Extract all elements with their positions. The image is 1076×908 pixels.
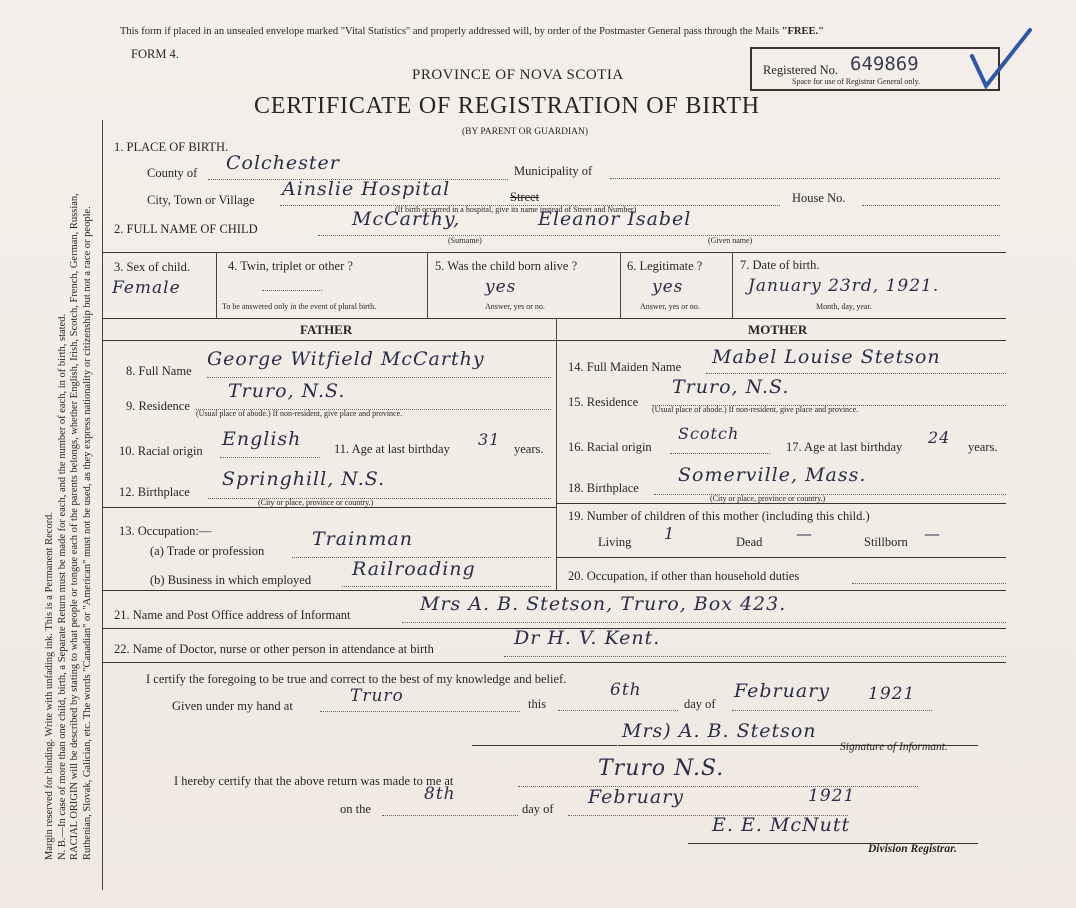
margin-line-1: Margin reserved for binding. Write with unfading ink. This is a Permanent Record.: [44, 511, 55, 860]
registrar-on-label: on the: [340, 802, 371, 816]
father-residence-label: 9. Residence: [126, 399, 190, 413]
father-age-value: 31: [478, 430, 501, 449]
informant-line: [402, 622, 1006, 623]
informant-label: 21. Name and Post Office address of Informant: [114, 608, 351, 622]
mother-name-label: 14. Full Maiden Name: [568, 360, 682, 374]
doctor-line: [504, 656, 1006, 657]
registered-label: Registered No.: [763, 63, 838, 77]
registered-number: 649869: [850, 53, 919, 75]
surname-caption: (Surname): [448, 236, 482, 245]
row3-divider-2: [427, 252, 428, 318]
municipality-label: Municipality of: [514, 164, 593, 178]
mother-age-value: 24: [928, 428, 951, 447]
mother-residence-label: 15. Residence: [568, 395, 639, 409]
father-age-unit: years.: [514, 442, 544, 456]
child-surname-value: McCarthy,: [352, 208, 461, 230]
mother-name-value: Mabel Louise Stetson: [712, 346, 941, 368]
twin-label: 4. Twin, triplet or other ?: [228, 259, 353, 273]
child-name-line: [318, 235, 1000, 236]
child-given-value: Eleanor Isabel: [538, 208, 692, 230]
parent-column-divider: [556, 318, 557, 590]
this-label: this: [528, 697, 547, 711]
father-trade-label: (a) Trade or profession: [150, 544, 265, 558]
date-of-birth-label: 7. Date of birth.: [740, 258, 820, 272]
given-year-value: 1921: [868, 684, 916, 704]
father-business-line: [342, 586, 551, 587]
informant-signature-value: Mrs) A. B. Stetson: [622, 720, 817, 742]
twin-note: To be answered only in the event of plural birth.: [222, 302, 377, 311]
mother-name-line: [706, 373, 1006, 374]
father-birthplace-note: (City or place, province or country.): [258, 498, 374, 507]
alive-value: yes: [485, 277, 517, 297]
place-of-birth-label: 1. PLACE OF BIRTH.: [114, 140, 229, 154]
given-place-line: [320, 711, 520, 712]
registrar-signature-value: E. E. McNutt: [712, 814, 851, 836]
registrar-year-value: 1921: [808, 786, 856, 806]
certificate-title: CERTIFICATE OF REGISTRATION OF BIRTH: [254, 93, 760, 119]
father-birthplace-value: Springhill, N.S.: [222, 468, 386, 490]
mother-residence-value: Truro, N.S.: [672, 376, 790, 398]
sex-value: Female: [112, 278, 181, 298]
legitimate-label: 6. Legitimate ?: [627, 259, 703, 273]
living-label: Living: [598, 535, 632, 549]
given-month-value: February: [734, 680, 831, 702]
informant-rule: [102, 590, 1006, 591]
given-day-line: [558, 710, 678, 711]
given-name-caption: (Given name): [708, 236, 753, 245]
date-of-birth-value: January 23rd, 1921.: [748, 276, 940, 296]
living-value: 1: [664, 524, 676, 543]
signature-lead-line: [472, 745, 617, 746]
mother-racial-label: 16. Racial origin: [568, 440, 652, 454]
mother-birthplace-label: 18. Birthplace: [568, 481, 639, 495]
mother-birthplace-value: Somerville, Mass.: [678, 464, 867, 486]
municipality-line: [610, 178, 1000, 179]
father-residence-value: Truro, N.S.: [228, 380, 346, 402]
frame-left-line: [102, 120, 103, 890]
check-mark-icon: [968, 26, 1034, 94]
given-under-hand-label: Given under my hand at: [172, 699, 293, 713]
child-name-label: 2. FULL NAME OF CHILD: [114, 222, 258, 236]
doctor-value: Dr H. V. Kent.: [514, 627, 661, 649]
mother-occupation-rule: [556, 557, 1006, 558]
row3-divider-3: [620, 252, 621, 318]
registrar-place-value: Truro N.S.: [598, 756, 725, 781]
province-heading: PROVINCE OF NOVA SCOTIA: [412, 67, 624, 83]
registrar-statement: I hereby certify that the above return was made to me at: [174, 774, 454, 788]
father-occupation-label: 13. Occupation:—: [119, 524, 212, 538]
informant-value: Mrs A. B. Stetson, Truro, Box 423.: [420, 593, 787, 615]
margin-line-3: RACIAL ORIGIN will be described by stating to what people or tongue each of the parents belongs, whether English, Irish, Scotch, French, German, Russian,: [69, 193, 81, 860]
registrar-dayof-label: day of: [522, 802, 554, 816]
dead-label: Dead: [736, 535, 763, 549]
mother-birthplace-note: (City or place, province or country.): [710, 494, 826, 503]
father-name-value: George Witfield McCarthy: [207, 348, 485, 370]
mother-occupation-label: 20. Occupation, if other than household duties: [568, 569, 800, 583]
mother-age-unit: years.: [968, 440, 998, 454]
mother-occupation-line: [852, 583, 1006, 584]
date-of-birth-note: Month, day, year.: [816, 302, 872, 311]
margin-instructions: [44, 20, 94, 860]
postal-notice: This form if placed in an unsealed envelope marked "Vital Statistics" and properly addressed will, by order of the Postmaster General pass through the Mails "FREE.": [120, 26, 824, 37]
father-racial-label: 10. Racial origin: [119, 444, 203, 458]
father-residence-note: (Usual place of abode.) If non-resident, give place and province.: [196, 409, 403, 418]
given-place-value: Truro: [350, 686, 404, 706]
alive-label: 5. Was the child born alive ?: [435, 259, 578, 273]
stillborn-value: —: [924, 524, 941, 543]
margin-line-2: N. B.—In case of more than one child, birth, a Separate Return must be made for each, and the number of each, in of birth, stated.: [56, 313, 68, 860]
county-label: County of: [147, 166, 198, 180]
parent-heading-rule: [102, 340, 1006, 341]
given-month-line: [732, 710, 932, 711]
father-birthplace-label: 12. Birthplace: [119, 485, 190, 499]
mother-racial-value: Scotch: [678, 424, 740, 443]
street-label: Street: [510, 190, 540, 204]
row3-bottom-rule: [102, 318, 1006, 319]
legitimate-value: yes: [652, 277, 684, 297]
house-number-label: House No.: [792, 191, 846, 205]
father-trade-value: Trainman: [312, 528, 413, 550]
registrar-signature-caption: Division Registrar.: [868, 843, 957, 855]
father-business-label: (b) Business in which employed: [150, 573, 312, 587]
mother-birthplace-line: [654, 494, 1006, 495]
father-name-line: [207, 377, 551, 378]
form-number: FORM 4.: [131, 47, 179, 61]
given-day-value: 6th: [610, 680, 642, 700]
row3-divider-4: [732, 252, 733, 318]
mother-residence-note: (Usual place of abode.) If non-resident, give place and province.: [652, 405, 859, 414]
father-racial-value: English: [222, 428, 302, 450]
father-name-label: 8. Full Name: [126, 364, 192, 378]
county-value: Colchester: [226, 152, 340, 174]
registrar-month-value: February: [588, 786, 685, 808]
legitimate-note: Answer, yes or no.: [640, 302, 700, 311]
registered-box: [750, 47, 1000, 91]
certificate-subtitle: (BY PARENT OR GUARDIAN): [462, 127, 589, 137]
city-value: Ainslie Hospital: [282, 178, 451, 200]
registrar-day-line: [382, 815, 518, 816]
margin-line-4: Ruthenian, Slovak, Galician, etc. The words "Canadian" or "American" must not be used, as they express nationality or citizenship but not a race or people.: [81, 206, 93, 860]
father-business-value: Railroading: [352, 558, 476, 580]
certify-rule: [102, 662, 1006, 663]
father-occupation-rule: [102, 507, 556, 508]
doctor-label: 22. Name of Doctor, nurse or other person in attendance at birth: [114, 642, 434, 656]
registrar-day-value: 8th: [424, 784, 456, 804]
given-dayof-label: day of: [684, 697, 716, 711]
city-label: City, Town or Village: [147, 193, 255, 207]
father-heading: FATHER: [300, 322, 353, 337]
registrar-place-line: [518, 786, 918, 787]
twin-answer-line: [262, 290, 322, 291]
mother-children-rule: [556, 503, 1006, 504]
stillborn-label: Stillborn: [864, 535, 908, 549]
house-line: [862, 205, 1000, 206]
registered-note: Space for use of Registrar General only.: [792, 77, 921, 86]
alive-note: Answer, yes or no.: [485, 302, 545, 311]
hospital-note: (If birth occurred in a hospital, give its name instead of Street and Number): [395, 205, 637, 214]
mother-age-label: 17. Age at last birthday: [786, 440, 903, 454]
mother-children-label: 19. Number of children of this mother (including this child.): [568, 509, 870, 523]
father-age-label: 11. Age at last birthday: [334, 442, 450, 456]
mother-heading: MOTHER: [748, 322, 808, 337]
dead-value: —: [796, 524, 813, 543]
row3-top-rule: [102, 252, 1006, 253]
sex-label: 3. Sex of child.: [114, 260, 191, 274]
certify-statement: I certify the foregoing to be true and correct to the best of my knowledge and belief.: [146, 672, 567, 686]
row3-divider-1: [216, 252, 217, 318]
father-racial-line: [220, 457, 320, 458]
mother-racial-line: [670, 453, 770, 454]
informant-signature-caption: Signature of Informant.: [840, 741, 948, 753]
